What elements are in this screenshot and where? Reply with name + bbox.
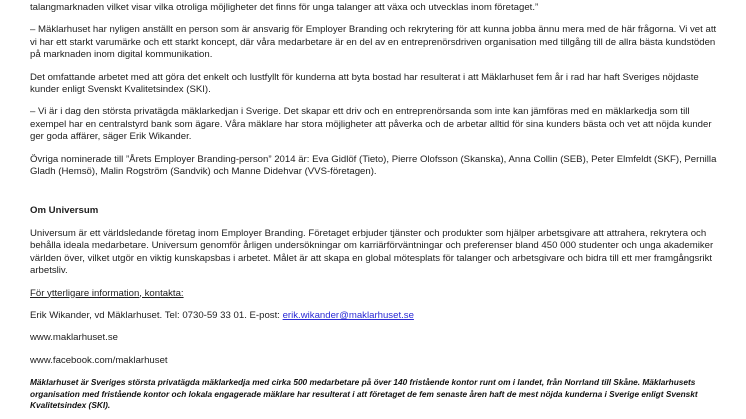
quote-paragraph-largest-chain: – Vi är i dag den största privatägda mäklarkedjan i Sverige. Det skapar ett driv och en entreprenörsanda som inte kan jämföras med en mäklarkedja som till exempel har en centralstyrd bank som ägare. Våra mäklare har stora möjligheter att påverka och de arbetar alltid för sina kunders bästa och vet att nöjda kunder ger goda affärer, säger Erik Wikander. [30, 106, 712, 143]
facebook-url-text: www.facebook.com/maklarhuset [30, 354, 168, 366]
paragraph-nominees: Övriga nominerade till ”Årets Employer Branding-person” 2014 är: Eva Gidlöf (Tieto), Pierre Olofsson (Skanska), Anna Collin (SEB), Peter Elmfeldt (SKF), Pernilla Gladh (Hemsö), Malin Rogström (Sandvik) och Manne Didehvar (VVS-företagen). [30, 153, 717, 178]
about-universum-paragraph: Universum är ett världsledande företag inom Employer Branding. Företaget erbjuder tjänster och produkter som hjälper arbetsgivare att attrahera, rekrytera och behålla ideala medarbetare. Universum genomför årligen undersökningar om karriärförväntningar och preferenser bland 450 000 studenter och unga akademiker världen över, vilket utgör en viktig kunskapsbas i arbetet. Målet är att skapa en global mötesplats för talanger och arbetsgivare och bidra till ett mer framgångsrikt arbetsliv. [30, 227, 714, 277]
section-heading-om-universum: Om Universum [30, 205, 99, 217]
contact-info-text: Erik Wikander, vd Mäklarhuset. Tel: 0730-59 33 01. E-post: [30, 309, 283, 321]
email-link[interactable]: erik.wikander@maklarhuset.se [282, 309, 414, 321]
contact-heading: För ytterligare information, kontakta: [30, 287, 184, 299]
paragraph-ski-result: Det omfattande arbetet med att göra det enkelt och lustfyllt för kunderna att byta bostad har resulterat i att Mäklarhuset fem år i rad har haft Sveriges nöjdaste kunder enligt Svenskt Kvalitetsindex (SKI). [30, 71, 699, 96]
footer-boilerplate-paragraph: Mäklarhuset är Sveriges största privatägda mäklarkedja med cirka 500 medarbetare på över 140 fristående kontor runt om i landet, från Norrland till Skåne. Mäklarhusets organisation med fristående kontor och lokala engagerade mäklare har resulterat i att företaget de fem senaste åren haft de mest nöjda kunderna i Sverige enligt Svenskt Kvalitetsindex (SKI). [30, 377, 698, 411]
intro-quote-fragment: talangmarknaden vilket visar vilka otroliga möjligheter det finns för unga talanger att växa och utvecklas inom företaget.” [30, 2, 539, 13]
contact-line [30, 310, 718, 322]
website-url-text: www.maklarhuset.se [30, 332, 118, 344]
quote-paragraph-employer-branding: – Mäklarhuset har nyligen anställt en person som är ansvarig för Employer Branding och rekrytering för att kunna jobba ännu mera med de här frågorna. Vi vet att vi har ett starkt varumärke och ett starkt koncept, där våra medarbetare är en del av en entreprenörsdriven organisation med tillgång till de allra bästa kundstöden på marknaden inom digital kommunikation. [30, 24, 717, 61]
